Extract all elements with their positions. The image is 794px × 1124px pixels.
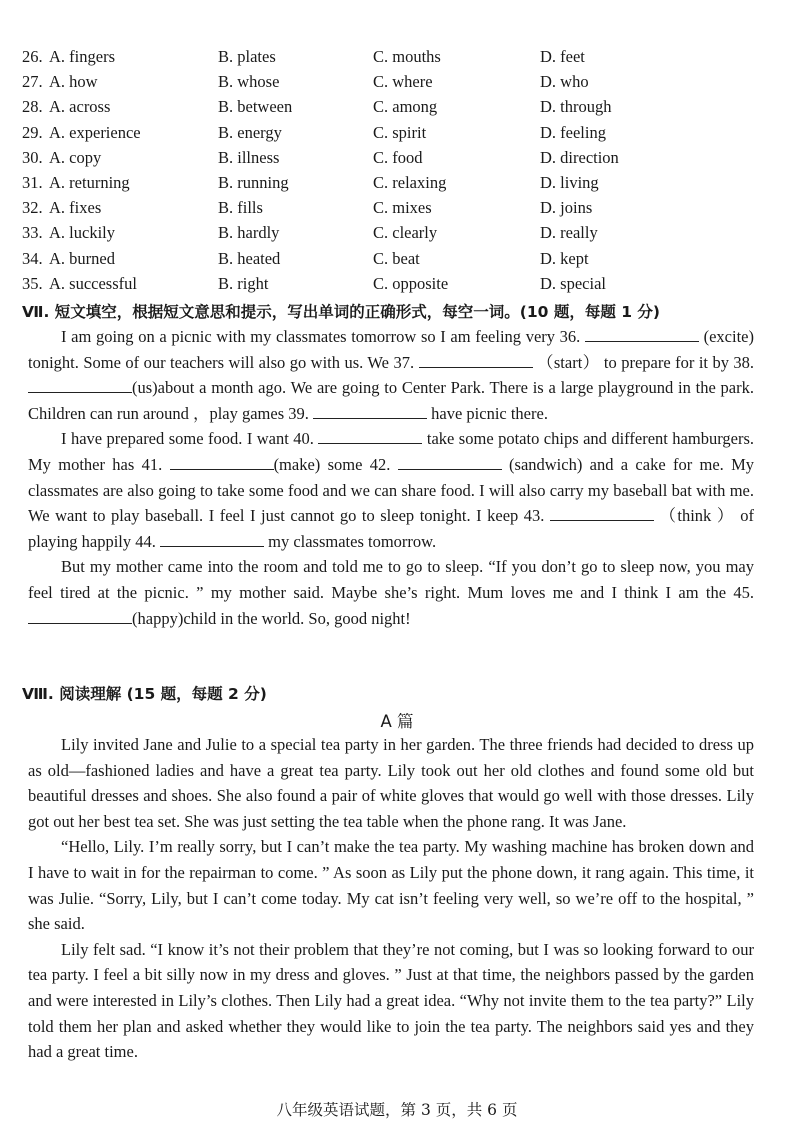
option-b: B. illness: [218, 147, 280, 167]
passage-paragraph: Lily invited Jane and Julie to a special tea party in her garden. The three friends had decided to dress up as old—fashioned ladies and have a great tea party. Lily took out her old clothes and found some old but beautiful dresses and shoes. She also found a pair of white gloves that would go well with those dresses. Lily got out her best tea set. She was just setting the tea table when the phone rang. It was Jane.: [28, 735, 754, 831]
answer-blank-43[interactable]: [550, 503, 654, 521]
option-row: [22, 145, 782, 170]
option-a: A. fingers: [49, 47, 115, 66]
answer-blank-42[interactable]: [398, 452, 502, 470]
option-d: D. through: [540, 97, 612, 117]
option-c: C. mixes: [373, 198, 432, 218]
option-d: D. really: [540, 223, 598, 243]
option-a: A. how: [49, 72, 98, 92]
option-a: A. returning: [49, 172, 130, 192]
answer-blank-41[interactable]: [170, 452, 274, 470]
option-d: D. joins: [540, 198, 593, 218]
answer-blank-37[interactable]: [419, 350, 533, 368]
question-number: 28.: [22, 97, 43, 117]
question-number: 26.: [22, 47, 43, 66]
option-d: D. living: [540, 172, 599, 192]
option-row: [22, 94, 782, 119]
answer-blank-40[interactable]: [318, 426, 422, 444]
option-a: A. luckily: [49, 223, 115, 243]
option-a: A. across: [49, 97, 111, 117]
answer-blank-38[interactable]: [28, 375, 132, 393]
option-row: [22, 44, 782, 69]
question-number: 35.: [22, 273, 43, 293]
option-b: B. hardly: [218, 223, 280, 243]
question-number: 30.: [22, 147, 43, 167]
option-d: D. feeling: [540, 122, 606, 142]
option-d: D. special: [540, 273, 606, 293]
option-b: B. whose: [218, 72, 280, 92]
question-number: 34.: [22, 248, 43, 268]
option-c: C. among: [373, 97, 438, 117]
option-a: A. experience: [49, 122, 141, 142]
option-c: C. where: [373, 72, 433, 92]
passage-paragraph: But my mother came into the room and told me to go to sleep. “If you don’t go to sleep now, you may feel tired at the picnic. ” my mother said. Maybe she’s right. Mum loves me and I think I am the 45. (happy)child in the world. So, good night!: [28, 557, 754, 628]
option-c: C. opposite: [373, 273, 449, 293]
answer-blank-36[interactable]: [585, 324, 699, 342]
option-c: C. relaxing: [373, 172, 447, 192]
option-a: A. fixes: [49, 198, 102, 218]
question-number: 31.: [22, 172, 43, 192]
option-d: D. kept: [540, 248, 589, 268]
option-c: C. clearly: [373, 223, 438, 243]
option-row: [22, 170, 782, 195]
option-row: [22, 195, 782, 220]
option-row: [22, 246, 782, 271]
page-footer: 八年级英语试题，第 3 页，共 6 页: [276, 1101, 518, 1119]
question-number: 33.: [22, 223, 43, 243]
option-b: B. between: [218, 97, 293, 117]
section-7-passage: [28, 324, 754, 631]
answer-blank-45[interactable]: [28, 606, 132, 624]
option-row: [22, 271, 782, 296]
option-b: B. right: [218, 273, 269, 293]
section-7-heading: Ⅶ. 短文填空，根据短文意思和提示，写出单词的正确形式，每空一词。(10 题，每题 1 分): [22, 303, 660, 321]
option-b: B. energy: [218, 122, 282, 142]
option-row: [22, 120, 782, 145]
question-number: 32.: [22, 198, 43, 218]
option-b: B. fills: [218, 198, 263, 218]
option-d: D. who: [540, 72, 589, 92]
option-c: C. food: [373, 147, 423, 167]
answer-options-list: [22, 44, 782, 296]
passage-paragraph: I have prepared some food. I want 40. take some potato chips and different hamburgers. My mother has 41. (make) some 42. (sandwich) and a cake for me. My classmates are also going to take some food and we can share food. I will also carry my baseball bat with me. We want to play baseball. I feel I just cannot go to sleep tonight. I keep 43. （think ） of playing happily 44. my classmates tomorrow.: [28, 426, 754, 554]
option-a: A. successful: [49, 273, 137, 293]
option-c: C. beat: [373, 248, 420, 268]
option-b: B. heated: [218, 248, 281, 268]
option-a: A. copy: [49, 147, 102, 167]
option-d: D. direction: [540, 147, 619, 167]
option-b: B. plates: [218, 47, 276, 66]
option-c: C. mouths: [373, 47, 441, 66]
question-number: 27.: [22, 72, 43, 92]
option-b: B. running: [218, 172, 289, 192]
section-8-heading: Ⅷ. 阅读理解 (15 题，每题 2 分): [22, 685, 267, 703]
option-row: [22, 220, 782, 245]
answer-blank-39[interactable]: [313, 401, 427, 419]
passage-title: A 篇: [380, 712, 414, 731]
passage-paragraph: Lily felt sad. “I know it’s not their problem that they’re not coming, but I was so looking forward to our tea party. I feel a bit silly now in my dress and gloves. ” Just at that time, the neighbors passed by the garden and were interested in Lily’s clothes. Then Lily had a great idea. “Why not invite them to the tea party?” Lily told them her plan and asked whether they would like to join the tea party. The neighbors said yes and they had a great time.: [28, 939, 754, 1062]
option-row: [22, 69, 782, 94]
option-c: C. spirit: [373, 122, 427, 142]
section-8-passage: [28, 732, 754, 1065]
passage-paragraph: I am going on a picnic with my classmates tomorrow so I am feeling very 36. (excite) tonight. Some of our teachers will also go with us. We 37. （start） to prepare for it by 38. (us)about a month ago. We are going to Center Park. There is a large playground in the park. Children can run around ，play games 39. have picnic there.: [28, 324, 754, 426]
option-a: A. burned: [49, 248, 115, 268]
answer-blank-44[interactable]: [160, 529, 264, 547]
passage-paragraph: “Hello, Lily. I’m really sorry, but I can’t make the tea party. My washing machine has broken down and I have to wait in for the repairman to come. ” As soon as Lily put the phone down, it rang again. This time, it was Julie. “Sorry, Lily, but I can’t come today. My cat isn’t feeling very well, so we’re off to the hospital, ” she said.: [28, 837, 754, 934]
option-d: D. feet: [540, 47, 585, 66]
question-number: 29.: [22, 122, 43, 142]
